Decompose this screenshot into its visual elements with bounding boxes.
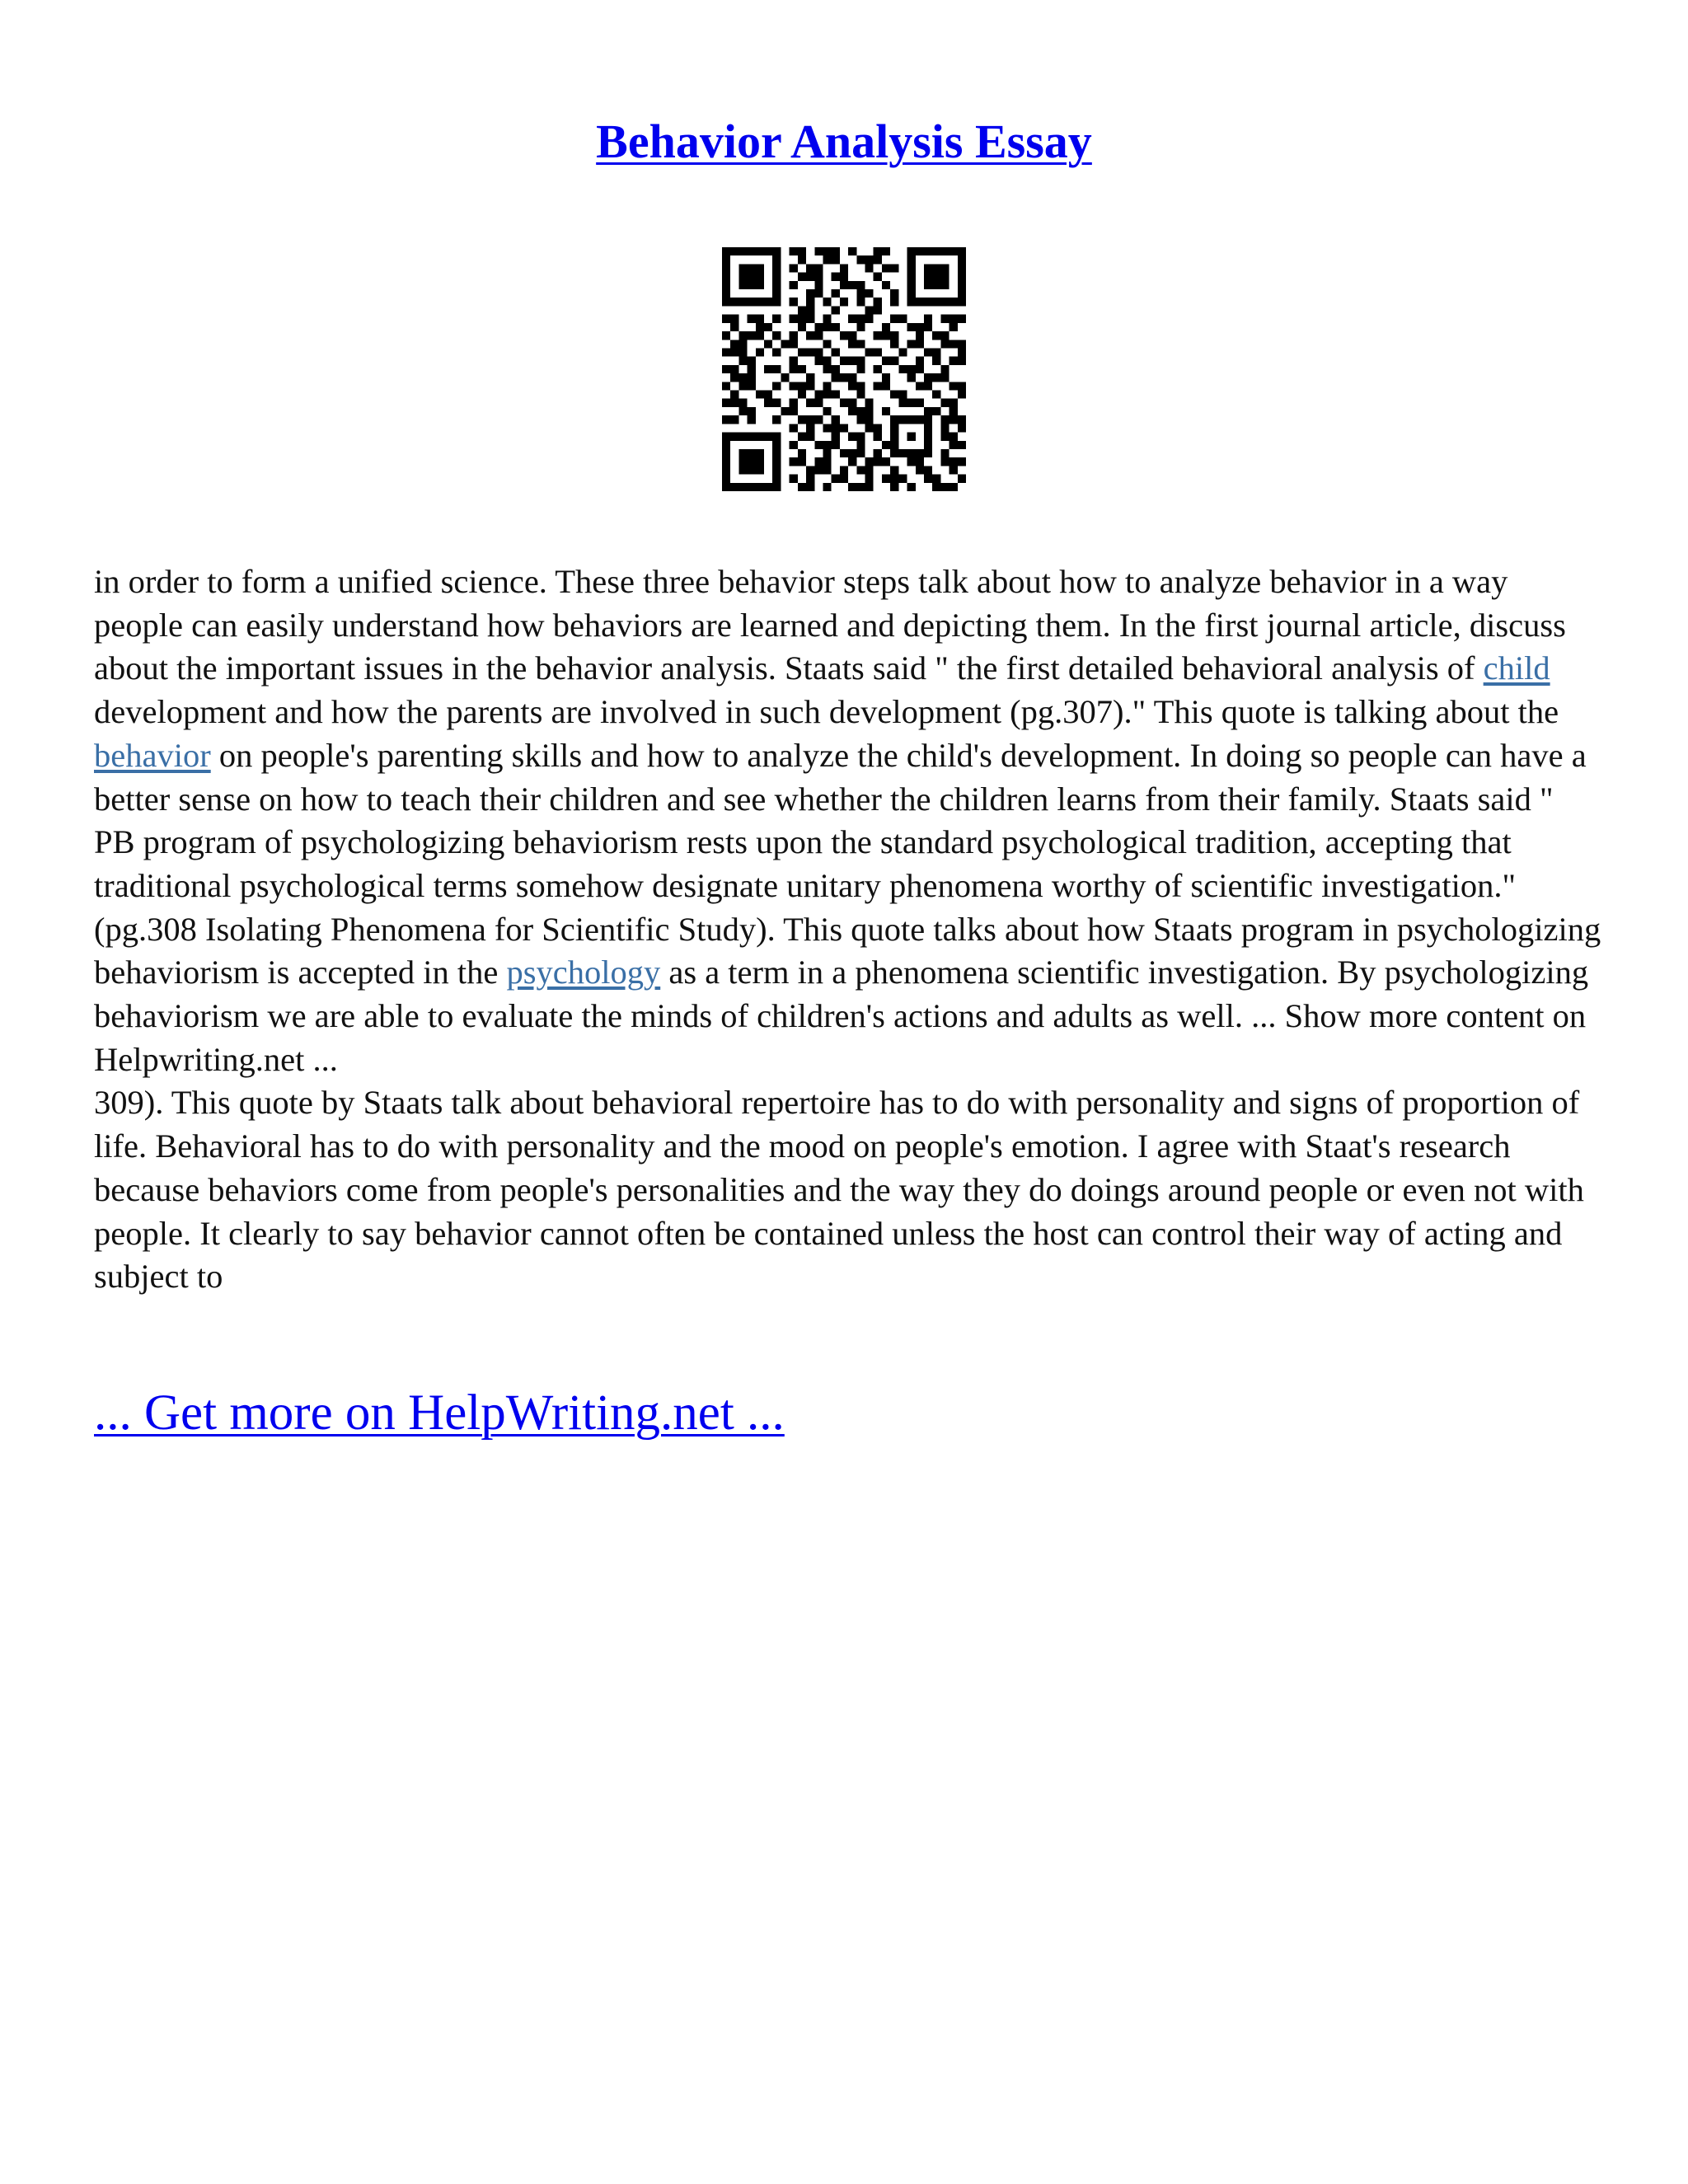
more-link-container	[94, 1385, 785, 1442]
title-container	[0, 114, 1688, 169]
essay-text-segment: 309). This quote by Staats talk about behavioral repertoire has to do with personality and signs of proportion of life. Behavioral has to do with personality and the mood on people's emotion. I agree with Staat's research because behaviors come from people's personalities and the way they do doings around people or even not with people. It clearly to say behavior cannot often be contained unless the host can control their way of acting and subject to	[94, 1084, 1584, 1296]
get-more-link[interactable]: ... Get more on HelpWriting.net ...	[94, 1385, 785, 1441]
behavior-link[interactable]: behavior	[94, 736, 211, 774]
child-link[interactable]: child	[1483, 649, 1550, 687]
essay-text-segment: in order to form a unified science. These three behavior steps talk about how to analyze behavior in a way people can easily understand how behaviors are learned and depicting them. In the first journal article, discuss about the important issues in the behavior analysis. Staats said " the first detailed behavioral analysis of	[94, 563, 1566, 687]
essay-text-segment: on people's parenting skills and how to analyze the child's development. In doing so people can have a better sense on how to teach their children and see whether the children learns from their family. Staats said " PB program of psychologizing behaviorism rests upon the standard psychological tradition, accepting that traditional psychological terms somehow designate unitary phenomena worthy of scientific investigation." (pg.308 Isolating Phenomena for Scientific Study). This quote talks about how Staats program in psychologizing behaviorism is accepted in the	[94, 736, 1601, 991]
psychology-link[interactable]: psychology	[506, 954, 661, 991]
essay-text-segment: development and how the parents are involved in such development (pg.307)." This quote is talking about the	[94, 693, 1559, 731]
essay-excerpt	[94, 560, 1602, 1299]
essay-text-segment: as a term in a phenomena scientific investigation. By psychologizing behaviorism we are able to evaluate the minds of children's actions and adults as well. ... Show more content on Helpwriting.net ...	[94, 954, 1589, 1078]
qr-code-icon	[722, 247, 966, 491]
page-title-link[interactable]: Behavior Analysis Essay	[596, 115, 1092, 168]
